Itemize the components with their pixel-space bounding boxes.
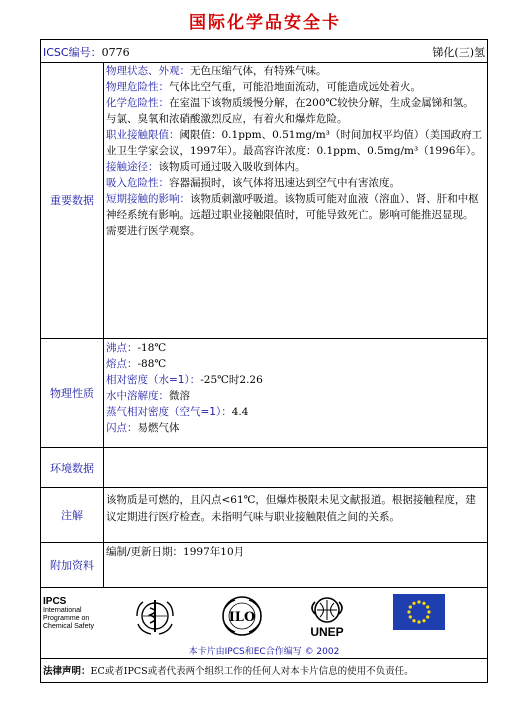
legal-notice-text: EC或者IPCS或者代表两个组织工作的任何人对本卡片信息的使用不负责任。 bbox=[90, 666, 414, 677]
icsc-label: ICSC编号： bbox=[43, 46, 102, 59]
additional-info-section bbox=[41, 543, 487, 588]
important-data-section bbox=[41, 62, 487, 339]
line-short-term-effects: 短期接触的影响：该物质刺激呼吸道。该物质可能对血液（溶血）、肾、肝和中枢神经系统有影响。远超过职业接触限值时，可能导致死亡。影响可能推迟显现。需要进行医学观察。 bbox=[106, 193, 479, 237]
logo-area bbox=[41, 588, 487, 659]
prop-flash-point: 闪点：易燃气体 bbox=[106, 422, 180, 434]
important-data-content bbox=[104, 62, 487, 338]
line-exposure-limit: 职业接触限值：阈限值：0.1ppm、0.51mg/m³（时间加权平均值）（美国政府工业卫生学家会议，1997年）。最高容许浓度：0.1ppm、0.5mg/m³（1996年）。 bbox=[106, 129, 483, 157]
physical-properties-section bbox=[41, 339, 487, 448]
prop-boiling-point: 沸点：-18℃ bbox=[106, 342, 167, 354]
chemical-name: 锑化(三)氢 bbox=[432, 46, 485, 59]
line-chemical-hazard: 化学危险性：在室温下该物质缓慢分解，在200℃较快分解，生成金属锑和氢。与氯、臭氧和浓硝酸激烈反应，有着火和爆炸危险。 bbox=[106, 97, 474, 125]
line-physical-hazard: 物理危险性：气体比空气重，可能沿地面流动，可能造成远处着火。 bbox=[106, 81, 421, 93]
legal-notice bbox=[43, 663, 414, 677]
who-emblem-icon bbox=[133, 594, 177, 638]
line-exposure-route: 接触途径：该物质可通过吸入吸收到体内。 bbox=[106, 161, 306, 173]
additional-info-content: 编制/更新日期：1997年10月 bbox=[106, 546, 245, 558]
environmental-data-section bbox=[41, 448, 487, 488]
physical-properties-content bbox=[104, 339, 487, 447]
notes-content: 该物质是可燃的，且闪点<61℃，但爆炸极限未见文献报道。根据接触程度，建议定期进行医疗检查。未指明气味与职业接触限值之间的关系。 bbox=[106, 494, 476, 523]
ipcs-logo: IPCS International Programme on Chemical Safety bbox=[43, 596, 94, 630]
safety-card bbox=[40, 39, 488, 683]
notes-label: 注解 bbox=[41, 488, 104, 542]
legal-notice-label: 法律声明： bbox=[43, 666, 91, 677]
ilo-emblem-icon bbox=[219, 594, 265, 638]
line-inhalation-hazard: 吸入危险性：容器漏损时，该气体将迅速达到空气中有害浓度。 bbox=[106, 177, 400, 189]
unep-emblem-icon bbox=[303, 594, 351, 640]
prop-water-solubility: 水中溶解度：微溶 bbox=[106, 390, 190, 402]
icsc-number: 0776 bbox=[101, 46, 130, 59]
notes-section bbox=[41, 488, 487, 543]
logo-caption: 本卡片由IPCS和EC合作编写 © 2002 bbox=[188, 647, 340, 657]
page-title: 国际化学品安全卡 bbox=[189, 13, 341, 33]
important-data-label: 重要数据 bbox=[41, 62, 104, 338]
prop-melting-point: 熔点：-88℃ bbox=[106, 358, 167, 370]
prop-relative-density: 相对密度（水=1）：-25℃时2.26 bbox=[106, 374, 263, 386]
svg-text:ILO: ILO bbox=[228, 610, 256, 625]
eu-flag-icon bbox=[393, 594, 445, 630]
svg-text:UNEP: UNEP bbox=[310, 625, 344, 639]
environmental-data-label: 环境数据 bbox=[41, 448, 104, 487]
environmental-data-content bbox=[104, 448, 487, 487]
line-physical-state: 物理状态、外观：无色压缩气体，有特殊气味。 bbox=[106, 65, 327, 77]
additional-info-label: 附加资料 bbox=[41, 543, 104, 587]
prop-vapor-density: 蒸气相对密度（空气=1）：4.4 bbox=[106, 406, 249, 418]
physical-properties-label: 物理性质 bbox=[41, 339, 104, 447]
card-header bbox=[41, 40, 487, 63]
